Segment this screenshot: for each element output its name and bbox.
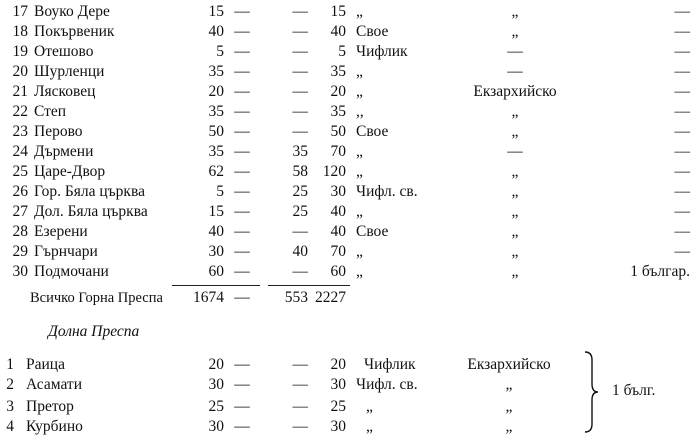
col-ownership: Свое — [356, 223, 389, 240]
col-total: 40 — [330, 203, 346, 220]
col-1: 40 — [208, 23, 224, 40]
col-notes: — — [674, 183, 690, 200]
sum-rule-right — [268, 285, 350, 286]
row-number: 3 — [6, 398, 14, 415]
col-total: 15 — [330, 3, 346, 20]
col-ownership: „ — [356, 63, 363, 80]
table-row — [0, 2, 700, 22]
row-number: 26 — [12, 183, 28, 200]
col-total: 50 — [330, 123, 346, 140]
table-row — [0, 42, 700, 62]
col-1: 30 — [208, 243, 224, 260]
col-2: — — [234, 398, 250, 415]
col-notes: — — [674, 43, 690, 60]
row-number: 22 — [12, 103, 28, 120]
village-name: Дърмени — [34, 143, 94, 160]
col-notes: — — [674, 203, 690, 220]
row-number: 2 — [6, 376, 14, 393]
col-ownership: „ — [356, 243, 363, 260]
table-row — [0, 122, 700, 142]
section-title: Долна Преспа — [48, 323, 140, 340]
col-notes: — — [674, 143, 690, 160]
col-ownership: „ — [356, 263, 363, 280]
col-ownership: Чифлик — [364, 356, 416, 373]
col-3: — — [292, 123, 308, 140]
col-total: 60 — [330, 263, 346, 280]
col-ownership: Свое — [356, 123, 389, 140]
col-3: — — [292, 83, 308, 100]
total-label: Всичко Горна Преспа — [30, 290, 163, 306]
col-1: 30 — [208, 376, 224, 393]
col-3: 35 — [292, 143, 308, 160]
row-number: 19 — [12, 43, 28, 60]
table-row — [0, 182, 700, 202]
village-name: Гор. Бяла църква — [34, 183, 145, 200]
col-church: — — [507, 43, 523, 60]
col-notes: — — [674, 83, 690, 100]
col-church: „ — [511, 23, 519, 40]
col-2: — — [234, 376, 250, 393]
col-total: 70 — [330, 243, 346, 260]
col-notes: — — [674, 223, 690, 240]
col-1: 5 — [216, 183, 224, 200]
village-name: Гърнчари — [34, 243, 98, 260]
total-col-2: — — [234, 289, 250, 306]
row-number: 20 — [12, 63, 28, 80]
col-church: „ — [511, 263, 519, 280]
village-name: Подмочани — [34, 263, 109, 280]
col-3: 25 — [292, 183, 308, 200]
col-2: — — [234, 243, 250, 260]
col-notes: — — [674, 163, 690, 180]
col-church: „ — [511, 203, 519, 220]
col-3: 40 — [292, 243, 308, 260]
col-ownership: „ — [356, 143, 363, 160]
col-church: „ — [511, 223, 519, 240]
row-number: 1 — [6, 356, 14, 373]
col-total: 25 — [330, 398, 346, 415]
table-row — [0, 142, 700, 162]
col-total: 5 — [338, 43, 346, 60]
row-number: 24 — [12, 143, 28, 160]
table-row — [0, 162, 700, 182]
col-1: 5 — [216, 43, 224, 60]
col-total: 20 — [330, 83, 346, 100]
col-2: — — [234, 143, 250, 160]
col-3: — — [292, 418, 308, 435]
village-name: Курбино — [26, 418, 83, 435]
col-2: — — [234, 23, 250, 40]
row-number: 29 — [12, 243, 28, 260]
col-notes: — — [674, 23, 690, 40]
col-ownership: ,, — [356, 103, 364, 120]
col-church: „ — [511, 163, 519, 180]
col-church: „ — [511, 183, 519, 200]
table-row — [0, 262, 700, 282]
col-ownership: „ — [366, 398, 373, 415]
col-church: „ — [511, 243, 519, 260]
total-col-1: 1674 — [193, 289, 224, 306]
total-col-sum: 2227 — [315, 289, 346, 306]
col-total: 30 — [330, 376, 346, 393]
col-total: 40 — [330, 223, 346, 240]
col-church: „ — [505, 376, 513, 393]
village-name: Царе-Двор — [34, 163, 106, 180]
col-3: — — [292, 103, 308, 120]
col-1: 20 — [208, 356, 224, 373]
table-row — [0, 222, 700, 242]
row-number: 25 — [12, 163, 28, 180]
village-name: Претор — [26, 398, 74, 415]
col-church: Екзархийско — [467, 356, 551, 373]
total-row — [0, 288, 700, 308]
total-col-3: 553 — [284, 289, 308, 306]
col-1: 35 — [208, 63, 224, 80]
row-number: 28 — [12, 223, 28, 240]
col-2: — — [234, 123, 250, 140]
col-3: — — [292, 263, 308, 280]
col-church: „ — [511, 3, 519, 20]
col-ownership: Чифлик — [356, 43, 408, 60]
col-1: 40 — [208, 223, 224, 240]
col-ownership: Свое — [356, 23, 389, 40]
col-church: „ — [511, 103, 519, 120]
col-2: — — [234, 263, 250, 280]
village-name: Отешово — [34, 43, 94, 60]
col-2: — — [234, 356, 250, 373]
col-2: — — [234, 3, 250, 20]
col-total: 120 — [322, 163, 346, 180]
row-number: 18 — [12, 23, 28, 40]
col-notes: — — [674, 3, 690, 20]
col-total: 30 — [330, 183, 346, 200]
village-name: Покървеник — [34, 23, 115, 40]
col-notes: — — [674, 63, 690, 80]
row-number: 21 — [12, 83, 28, 100]
col-1: 25 — [208, 398, 224, 415]
col-2: — — [234, 183, 250, 200]
col-3: — — [292, 356, 308, 373]
col-1: 35 — [208, 143, 224, 160]
table-row — [0, 62, 700, 82]
col-3: — — [292, 376, 308, 393]
village-name: Перово — [34, 123, 83, 140]
group-brace-icon — [582, 350, 602, 434]
col-1: 60 — [208, 263, 224, 280]
col-total: 20 — [330, 356, 346, 373]
table-row — [0, 22, 700, 42]
col-total: 40 — [330, 23, 346, 40]
col-total: 70 — [330, 143, 346, 160]
col-1: 62 — [208, 163, 224, 180]
col-3: — — [292, 43, 308, 60]
col-1: 30 — [208, 418, 224, 435]
col-total: 35 — [330, 63, 346, 80]
col-church: Екзархийско — [473, 83, 557, 100]
table-row — [0, 242, 700, 262]
col-2: — — [234, 203, 250, 220]
col-2: — — [234, 163, 250, 180]
sum-rule-left — [172, 285, 260, 286]
col-1: 15 — [208, 203, 224, 220]
col-3: 58 — [292, 163, 308, 180]
village-name: Степ — [34, 103, 67, 120]
col-1: 20 — [208, 83, 224, 100]
village-name: Асамати — [26, 376, 83, 393]
col-total: 35 — [330, 103, 346, 120]
col-2: — — [234, 83, 250, 100]
village-name: Раица — [26, 356, 65, 373]
village-name: Дол. Бяла църква — [34, 203, 148, 220]
col-2: — — [234, 418, 250, 435]
row-number: 17 — [12, 3, 28, 20]
col-notes: — — [674, 123, 690, 140]
col-3: — — [292, 398, 308, 415]
col-3: — — [292, 223, 308, 240]
col-total: 30 — [330, 418, 346, 435]
bottom-group-note: 1 бълг. — [612, 382, 656, 399]
row-number: 23 — [12, 123, 28, 140]
col-3: — — [292, 23, 308, 40]
row-number: 30 — [12, 263, 28, 280]
col-church: — — [507, 63, 523, 80]
col-ownership: „ — [356, 203, 363, 220]
village-name: Воуко Дере — [34, 3, 110, 20]
village-name: Лясковец — [34, 83, 96, 100]
col-ownership: „ — [366, 418, 373, 435]
col-1: 35 — [208, 103, 224, 120]
row-number: 27 — [12, 203, 28, 220]
village-name: Шурленци — [34, 63, 105, 80]
col-church: „ — [505, 398, 513, 415]
col-3: — — [292, 3, 308, 20]
col-church: — — [507, 143, 523, 160]
col-2: — — [234, 43, 250, 60]
col-2: — — [234, 103, 250, 120]
col-ownership: „ — [356, 3, 363, 20]
table-row — [0, 82, 700, 102]
col-2: — — [234, 63, 250, 80]
table-row — [0, 202, 700, 222]
col-1: 50 — [208, 123, 224, 140]
col-notes: — — [674, 243, 690, 260]
col-ownership: Чифл. св. — [356, 183, 418, 200]
col-ownership: „ — [356, 83, 363, 100]
row-number: 4 — [6, 418, 14, 435]
col-2: — — [234, 223, 250, 240]
col-notes: 1 българ. — [630, 263, 690, 280]
col-church: „ — [505, 418, 513, 435]
col-church: „ — [511, 123, 519, 140]
col-3: — — [292, 63, 308, 80]
col-ownership: „ — [356, 163, 363, 180]
col-3: 25 — [292, 203, 308, 220]
col-1: 15 — [208, 3, 224, 20]
col-notes: — — [674, 103, 690, 120]
col-ownership: Чифл. св. — [356, 376, 418, 393]
village-name: Езерени — [34, 223, 88, 240]
table-row — [0, 102, 700, 122]
